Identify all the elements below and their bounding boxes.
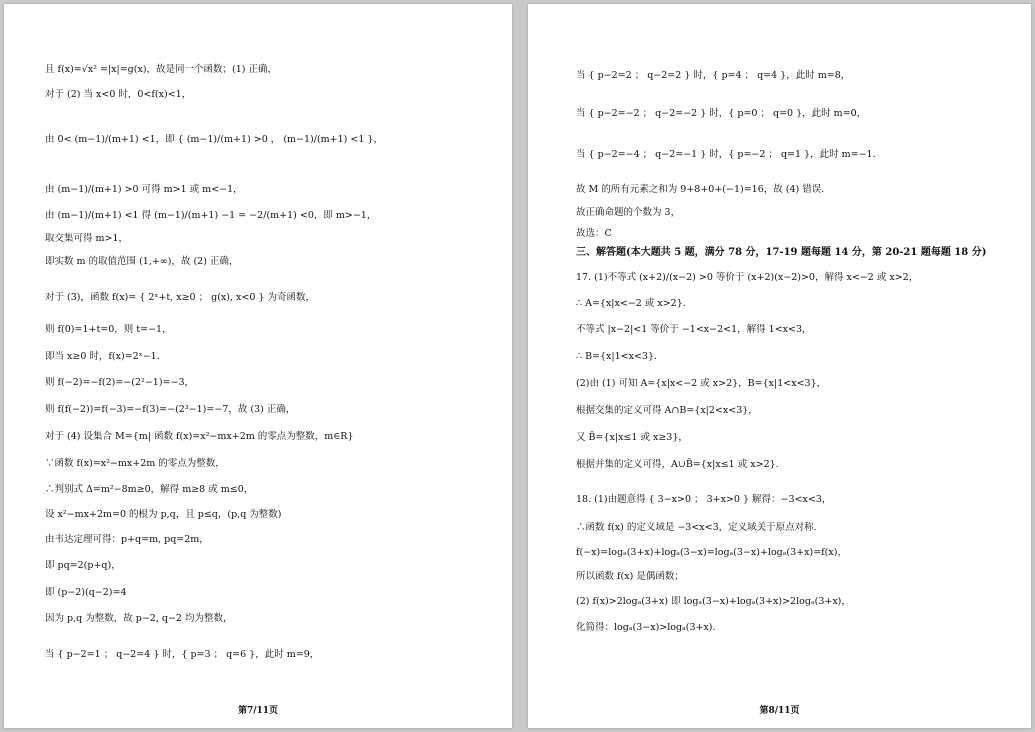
text-line: 即实数 m 的取值范围 (1,+∞)，故 (2) 正确， (45, 256, 239, 267)
page-7 (4, 4, 512, 728)
text-line: 即 (p−2)(q−2)=4 (45, 587, 127, 598)
text-line: 故选：C (576, 228, 612, 239)
text-line: (2)由 (1) 可知 A={x|x<−2 或 x>2}，B={x|1<x<3}， (576, 378, 827, 389)
text-line: ∴ B={x|1<x<3}. (576, 351, 658, 362)
text-line: 18. (1)由题意得 { 3−x>0 ； 3+x>0 } 解得：−3<x<3， (576, 494, 832, 505)
text-line: 对于 (4) 设集合 M={m| 函数 f(x)=x²−mx+2m 的零点为整数，m∈R} (45, 431, 354, 442)
text-line: 17. (1)不等式 (x+2)/(x−2) >0 等价于 (x+2)(x−2)>0，解得 x<−2 或 x>2， (576, 272, 919, 283)
text-line: 根据交集的定义可得 A∩B={x|2<x<3}， (576, 405, 758, 416)
text-line: 设 x²−mx+2m=0 的根为 p,q，且 p≤q，(p,q 为整数) (45, 509, 282, 520)
text-line: 则 f(f(−2))=f(−3)=−f(3)=−(2³−1)=−7，故 (3) 正确， (45, 404, 296, 415)
text-line: 则 f(−2)=−f(2)=−(2²−1)=−3， (45, 377, 194, 388)
page-number: 第7/11页 (237, 706, 279, 716)
text-line: 且 f(x)=√x² =|x|=g(x)，故是同一个函数；(1) 正确， (45, 64, 278, 75)
text-line: 当 { p−2=2 ； q−2=2 } 时，{ p=4 ； q=4 }，此时 m=8， (576, 70, 851, 81)
text-line: 故 M 的所有元素之和为 9+8+0+(−1)=16，故 (4) 错误. (576, 184, 825, 195)
page-8 (528, 4, 1031, 728)
page-number: 第8/11页 (759, 706, 800, 716)
text-line: 则 f(0)=1+t=0，则 t=−1， (45, 324, 172, 335)
text-line: 当 { p−2=1 ； q−2=4 } 时，{ p=3 ； q=6 }，此时 m=9， (45, 649, 320, 660)
text-line: 又 B̄={x|x≤1 或 x≥3}， (576, 432, 688, 443)
text-line: (2) f(x)>2logₐ(3+x) 即 logₐ(3−x)+logₐ(3+x)>2logₐ(3+x)， (576, 596, 851, 607)
text-line: 当 { p−2=−4 ； q−2=−1 } 时，{ p=−2 ； q=1 }，此时 m=−1. (576, 149, 876, 160)
text-line: 由韦达定理可得：p+q=m, pq=2m， (45, 534, 209, 545)
text-line: 由 (m−1)/(m+1) <1 得 (m−1)/(m+1) −1 = −2/(m+1) <0，即 m>−1， (45, 210, 377, 221)
text-line: 由 (m−1)/(m+1) >0 可得 m>1 或 m<−1， (45, 184, 243, 195)
text-line: 当 { p−2=−2 ； q−2=−2 } 时，{ p=0 ； q=0 }，此时 m=0， (576, 108, 867, 119)
text-line: f(−x)=logₐ(3+x)+logₐ(3−x)=logₐ(3−x)+logₐ(3+x)=f(x)， (576, 547, 847, 558)
text-line: 根据并集的定义可得，A∪B̄={x|x≤1 或 x>2}. (576, 459, 779, 470)
text-line: 因为 p,q 为整数，故 p−2, q−2 均为整数， (45, 613, 233, 624)
text-line: ∴函数 f(x) 的定义域是 −3<x<3，定义域关于原点对称. (576, 522, 817, 533)
text-line: ∴ A={x|x<−2 或 x>2}. (576, 298, 686, 309)
text-line: 即 pq=2(p+q)， (45, 560, 121, 571)
text-line: 由 0< (m−1)/(m+1) <1，即 { (m−1)/(m+1) >0 ， (m−1)/(m+1) <1 }， (45, 134, 383, 145)
text-line: 化简得：logₐ(3−x)>logₐ(3+x). (576, 622, 716, 633)
text-line: 取交集可得 m>1， (45, 233, 129, 244)
text-line: 对于 (3)，函数 f(x)= { 2ˣ+t, x≥0 ； g(x), x<0 } 为奇函数， (45, 292, 315, 303)
text-line: 故正确命题的个数为 3， (576, 207, 681, 218)
text-line: ∵函数 f(x)=x²−mx+2m 的零点为整数， (45, 458, 225, 469)
text-line: 即当 x≥0 时，f(x)=2ˣ−1. (45, 351, 160, 362)
text-line: 不等式 |x−2|<1 等价于 −1<x−2<1，解得 1<x<3， (576, 324, 812, 335)
text-line: 对于 (2) 当 x<0 时，0<f(x)<1， (45, 89, 192, 100)
section-heading: 三、解答题(本大题共 5 题，满分 78 分，17-19 题每题 14 分，第 20-21 题每题 18 分) (576, 247, 987, 258)
text-line: ∴判别式 Δ=m²−8m≥0，解得 m≥8 或 m≤0， (45, 484, 254, 495)
text-line: 所以函数 f(x) 是偶函数； (576, 571, 684, 582)
